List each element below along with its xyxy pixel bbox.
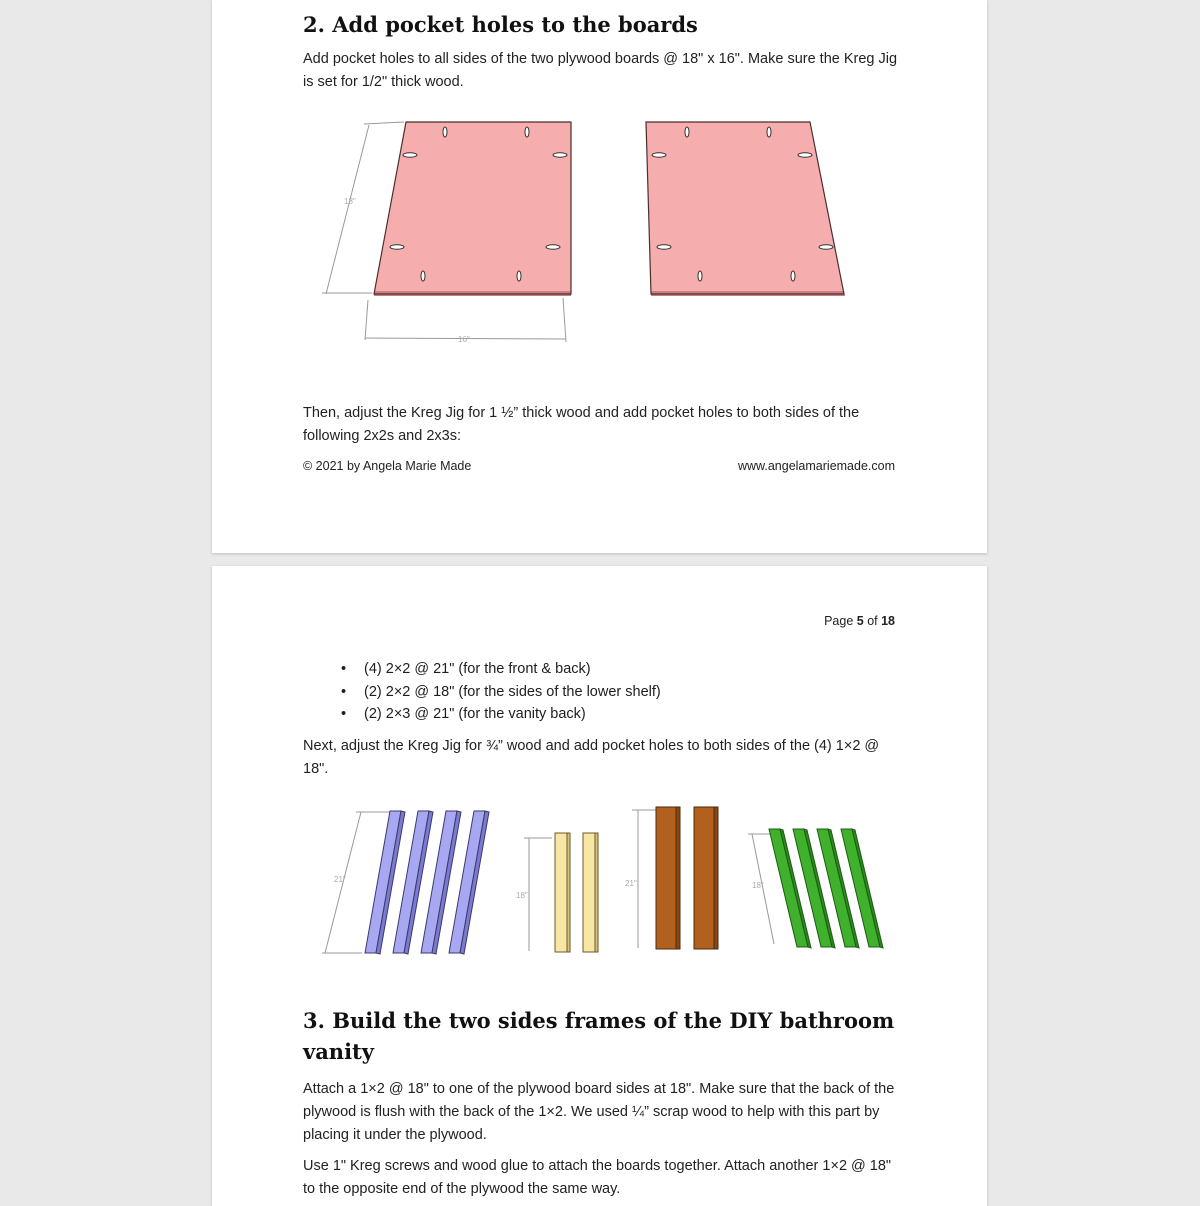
yellow-boards: [555, 833, 598, 952]
footer-website-link[interactable]: www.angelamariemade.com: [737, 459, 895, 473]
page-total: 18: [881, 614, 895, 628]
boards-illustration: [312, 798, 892, 958]
lumber-list: [337, 658, 661, 726]
pocket-holes-intro: Add pocket holes to all sides of the two plywood boards @ 18" x 16". Make sure the Kreg Jig is set for 1/2" thick wood.: [303, 51, 898, 90]
list-item: • (4) 2×2 @ 21" (for the front & back): [337, 658, 661, 681]
yellow-boards-dimension: 18": [516, 891, 528, 900]
then-adjust-text: Then, adjust the Kreg Jig for 1 ½” thick wood and add pocket holes to both sides of the following 2x2s and 2x3s:: [303, 405, 860, 444]
page-number: [824, 614, 895, 628]
page-label: Page: [824, 614, 857, 628]
footer-copyright: © 2021 by Angela Marie Made: [303, 459, 472, 473]
plywood-width-dimension: 16": [458, 335, 470, 344]
next-adjust-text: Next, adjust the Kreg Jig for ¾” wood and add pocket holes to both sides of the (4) 1×2 @ 18".: [303, 738, 880, 777]
plywood-board-right: [646, 122, 845, 296]
green-boards: [769, 829, 883, 948]
list-item: • (2) 2×3 @ 21" (for the vanity back): [337, 703, 661, 726]
green-boards-dimension: 18": [752, 881, 764, 890]
side-frames-paragraph-1: Attach a 1×2 @ 18" to one of the plywood board sides at 18". Make sure that the back of the plywood is flush with the back of the 1×2. We used ¼” scrap wood to help with this part by placing it under the plywood.: [303, 1081, 895, 1143]
brown-boards: [656, 807, 718, 949]
document-page-4: [212, 0, 987, 553]
list-item: • (2) 2×2 @ 18" (for the sides of the lower shelf): [337, 681, 661, 704]
plywood-boards-illustration: [312, 108, 872, 353]
page-current: 5: [856, 614, 864, 628]
section-heading-pocket-holes: 2. Add pocket holes to the boards: [303, 12, 698, 37]
plywood-board-left: [374, 122, 571, 296]
plywood-height-dimension: 18": [344, 197, 356, 206]
purple-boards-dimension: 21": [334, 875, 346, 884]
section-heading-side-frames: 3. Build the two sides frames of the DIY bathroom vanity: [303, 1008, 895, 1064]
side-frames-paragraph-2: Use 1" Kreg screws and wood glue to attach the boards together. Attach another 1×2 @ 18" to the opposite end of the plywood the same way.: [303, 1158, 892, 1197]
page-of-label: of: [863, 614, 882, 628]
document-page-5: [212, 566, 987, 1206]
brown-boards-dimension: 21": [625, 879, 637, 888]
purple-boards: [365, 811, 489, 954]
